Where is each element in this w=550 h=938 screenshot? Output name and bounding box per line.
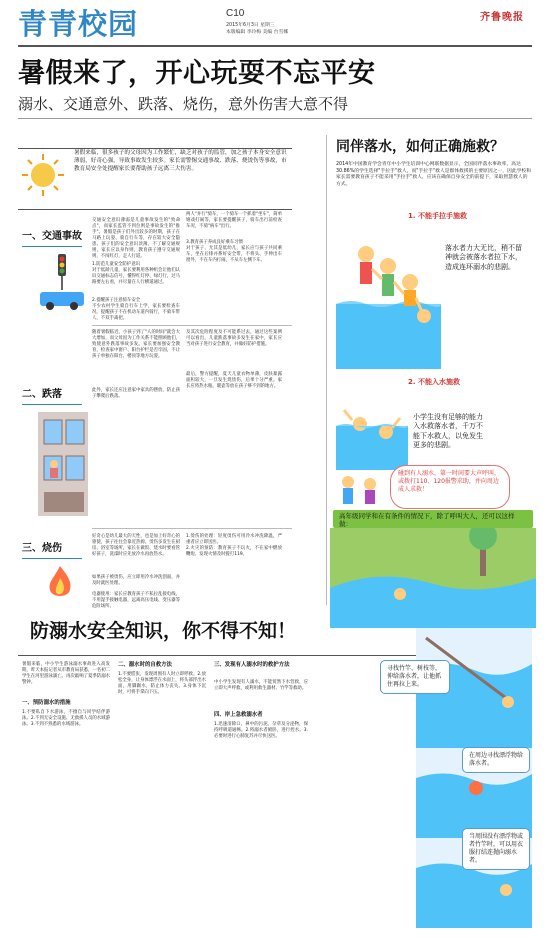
column-divider xyxy=(92,528,292,529)
panel-divider xyxy=(326,135,327,605)
bottom-title: 防溺水安全知识，你不得不知！ xyxy=(30,620,297,642)
article-column-3c: 1.烫伤的处理：轻度烫伤可用冷水冲洗降温，严重者应立即送医。 2.火灾的预防：教育孩子不玩火，不在家中燃放鞭炮，发现火情及时拨打119。 xyxy=(186,534,282,557)
tip2-text: 小学生没有足够的能力入水救落水者，千万不能下水救人，以免发生更多的悲剧。 xyxy=(413,413,483,450)
kids-by-shore-illustration xyxy=(334,470,390,510)
bottom-q1: 一、预防溺水的措施 xyxy=(22,700,71,706)
section-label-fall: 二、跌落 xyxy=(22,389,62,400)
traffic-illustration xyxy=(36,252,88,310)
article-column-2a: 两人"并行"骑车，一个骑车一个抓着"坐车"，简单嬉戏打闹等，家长要提醒孩子，骑车出行前检查车况，不骑"病车"出行。 xyxy=(186,212,282,229)
section-rule xyxy=(22,404,82,405)
bottom-intro: 暑假来临，中小学生游泳溺水事故进入高发期，昨天本报记者从市教育局获悉，一名初二学生在河里游泳溺亡。再次敲响了夏季防溺水警钟。 xyxy=(22,662,110,685)
dateline xyxy=(226,23,288,37)
section-label-traffic: 一、交通事故 xyxy=(22,231,82,242)
hand-in-hand-illustration xyxy=(336,224,441,369)
col1a-text: 交通安全意识薄弱是儿童事故发生的"致命点"，而家长监管不到位则是事故发生的"推手"。暑假是孩子们外出较多的时期，孩子在马路上玩耍、骑自行车等，存在较大安全隐患。孩子们的安全意识淡薄，不了解交通规则，家长应以身作则，教育孩子遵守交通规则，不闯红灯，走人行道。 xyxy=(92,217,180,259)
tip1-heading: 1. 不能手拉手施救 xyxy=(408,212,467,220)
senior-students-banner: 高年级同学和在有条件的情况下，除了呼叫大人，还可以这样做： xyxy=(333,510,533,528)
article-column-1c: 2.提醒孩子注意骑车安全 不少农村学生骑自行车上学，家长要检查车况，提醒孩子不在机动车道内骑行，不骑车带人，不双手离把。 xyxy=(92,298,180,321)
rescue-title: 同伴落水，如何正确施救？ xyxy=(336,139,504,155)
paper-logo: 齐鲁晚报 xyxy=(480,12,524,23)
header-rule xyxy=(18,45,532,47)
article-column-3b: 最后，警方提醒，夏天儿童衣物单薄，皮肤暴露面积较大，一旦发生烧烫伤，后果十分严重。家长应将热水瓶、暖壶等放在孩子够不到的地方。 xyxy=(186,372,282,389)
headline: 暑假来了，开心玩耍不忘平安 xyxy=(18,58,376,89)
call-for-help-bubble: 碰到有人溺水，第一时间要大声呼叫，或拨打110、120报警求助，并向周边成人求救！ xyxy=(390,465,510,509)
fire-illustration xyxy=(40,562,80,602)
rescue-intro: 2014年中国教育学会青年中小学生培训中心网联数据显示，全国同伴落水事故率，高达30.86%的学生选择"手拉手"救人，而"手拉手"救人是群体救援的主要原因之一，因此学校和家长需要教育孩子不能采用"手拉手"救人，应该在确保自身安全的前提下，采取智慧救人的方式。 xyxy=(336,162,532,188)
bottom-t1: 1.不要私自下水游泳，不擅自与同学结伴游泳。2.不到无安全设施、无救援人员的水域游泳。3.不到不熟悉的水域游泳。 xyxy=(22,710,110,727)
column-divider xyxy=(92,325,292,326)
bottom-q2: 二、溺水时的自救方法 xyxy=(118,662,172,668)
rescue-card-float: 在周边寻找漂浮物给落水者。 xyxy=(462,747,530,773)
river-scene-illustration xyxy=(330,528,536,628)
bottom-q3: 三、发现有人溺水时的救护方法 xyxy=(214,662,290,668)
bottom-t3: 中小学生发现有人溺水，不能贸然下水营救，应立即大声呼救，或利用救生器材、竹竿等救助。 xyxy=(214,680,308,691)
tip2-heading: 2. 不能入水施救 xyxy=(408,378,460,386)
article-column-1d: 好奇心是幼儿最大的天性，也是加上好奇心的驱使，孩子往往会靠近热源。烫伤多发生在厨房、浴室等场所，家长在做饭、烧水时要看管好孩子，洗澡时应先放冷水再放热水。 xyxy=(92,534,180,557)
article-column-1b: 1.防范儿童安全防护意识 对于低龄儿童，家长要利用各种机会让他们认识交通标志信号，懂得红灯停、绿灯行，过马路要左右看，并尽量在人行横道通过。 xyxy=(92,262,180,285)
article-column-1f: 电器使用：家长应教育孩子不私拉乱接电线，不用湿手接触电器，远离高压电线、变压器等危险场所。 xyxy=(92,592,180,609)
article-column-1e: 如果孩子被烫伤，应立即用冷水冲洗创面，并及时就医处理。 xyxy=(92,575,180,586)
article-column-2d: 此外，家长还应注意家中家具的摆放，防止孩子攀爬后跌落。 xyxy=(92,388,180,399)
masthead: 青青校园 xyxy=(18,7,139,41)
article-column-1a xyxy=(92,212,180,260)
editors: 本版编辑 李玲梅 美编 台雪娜 xyxy=(226,29,289,35)
section-rule xyxy=(22,246,82,247)
rescue-card-clothes: 当周围没有漂浮物或者竹竿时，可以用衣服打结连抛向溺水者。 xyxy=(462,828,530,870)
bottom-q4: 四、岸上急救溺水者 xyxy=(214,712,263,718)
lede: 暑假来临，很多孩子的父母因为工作繁忙，缺乏对孩子的监管，加之孩子本身安全意识薄弱，好奇心强，导致事故发生较多。家长需警惕交通事故、跌落、烧烫伤等事故，市教育局安全处提醒家长要帮助孩子远离三大伤害。 xyxy=(74,150,287,172)
subhead: 溺水、交通意外、跌落、烧伤，意外伤害大意不得 xyxy=(18,95,349,113)
tip1-text: 落水者力大无比，稍不留神就会被落水者拉下水，造成连环溺水的悲剧。 xyxy=(445,244,522,271)
bottom-t4: 1.迅速清除口、鼻中的污泥、杂草及分泌物，保持呼吸道通畅。2.将溺水者俯卧，进行控水。3.必要时进行心肺复苏并尽快送医。 xyxy=(214,722,308,739)
article-column-2c: 随着暑假临近，小孩子到了"人的时间"就会大大增加，而父母因为工作关系不能照顾他们，致使意外跌落事故多发。家长要加强安全教育，检查家中窗户、阳台护栏是否牢固，不让孩子单独在阳台、楼顶等地方玩耍。 xyxy=(92,330,180,359)
page-number: C10 xyxy=(226,8,245,19)
sun-illustration xyxy=(20,152,66,198)
section-label-burn: 三、烧伤 xyxy=(22,543,62,554)
bottom-t2: 1.不要慌张，发现周围有人时立即呼救。2.放松全身，让身体漂浮在水面上，将头部浮出水面，用脚踢水，防止体力丧失。3.身体下沉时，可将手掌向下压。 xyxy=(118,672,206,695)
article-column-3a: 及其次危险程度及不可能系过去，通过这些案例可以看出，儿童跌落事故多发生在家中，家长应当对孩子进行安全教育，并做好防护措施。 xyxy=(186,330,282,347)
article-column-2b: 3.教育孩子养成良好乘车习惯 对于孩子，尤其是低幼儿，家长应与孩子共同乘车，坐在后排并系好安全带，不将头、手伸出车窗外，不在车内打闹，不从车左侧下车。 xyxy=(186,240,282,263)
window-fall-illustration xyxy=(36,410,92,520)
section-rule xyxy=(22,558,82,559)
subhead-rule xyxy=(18,118,532,119)
swim-rescue-illustration xyxy=(336,390,408,470)
rescue-card-pole: 寻找竹竿、树枝等，伸给落水者，让他抓住再拉上来。 xyxy=(380,660,450,694)
date: 2015年6月3日 星期三 xyxy=(226,23,275,28)
